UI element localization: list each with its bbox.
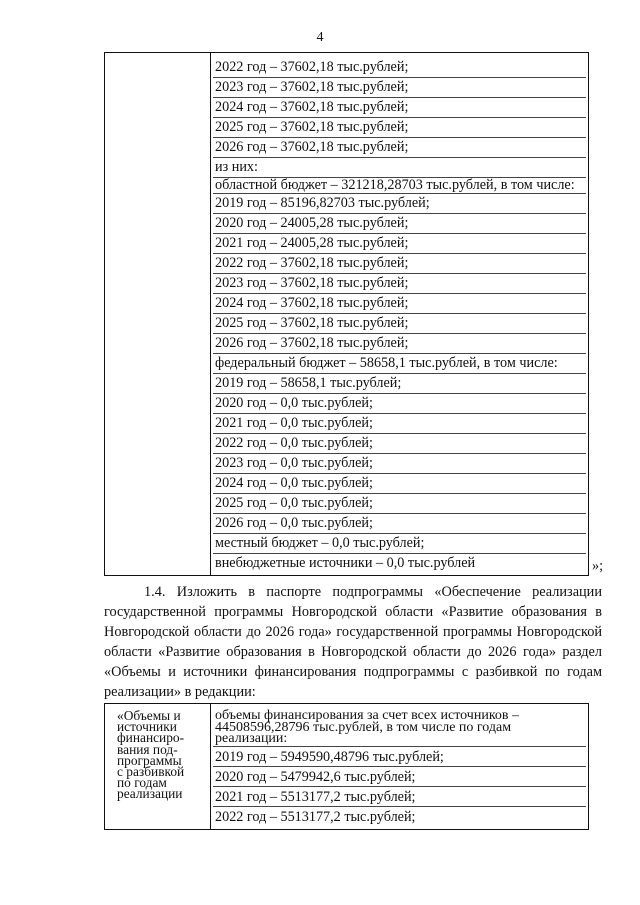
line-divider [213,746,586,747]
amendment-paragraph: 1.4. Изложить в паспорте подпрограммы «Обеспечение реализации государственной программы Новгородской области «Развитие образования в Новгородской области до 2026 года» государственной программы Новгородской области «Развитие образования в Новгородской области до 2026 года» раздел «Объемы и источники финансирования подпрограммы с разбивкой по годам реализации» в редакции: [104,584,602,700]
table-right-cell [211,704,589,830]
funding-line: внебюджетные источники – 0,0 тыс.рублей [215,555,476,571]
section-label-line: вания под- [117,741,178,757]
closing-quote: »; [592,558,604,574]
funding-line: 2023 год – 37602,18 тыс.рублей; [215,79,409,95]
funding-line: 2021 год – 5513177,2 тыс.рублей; [215,788,416,805]
funding-line: 2023 год – 37602,18 тыс.рублей; [215,275,409,291]
line-divider [213,117,586,118]
funding-line: 2022 год – 5513177,2 тыс.рублей; [215,808,416,825]
total-funding-text [215,710,584,745]
funding-line: 2024 год – 37602,18 тыс.рублей; [215,99,409,115]
funding-lines [211,704,588,829]
line-divider [213,273,586,274]
section-label-line: по годам [117,775,167,791]
line-divider [213,786,586,787]
section-label-line: источники [117,719,177,735]
line-divider [213,433,586,434]
funding-line: 2022 год – 37602,18 тыс.рублей; [215,59,409,75]
line-divider [213,77,586,78]
line-divider [213,513,586,514]
total-funding-line: объемы финансирования за счет всех источников – [215,708,520,723]
funding-table-continued [104,52,589,576]
funding-line: 2020 год – 0,0 тыс.рублей; [215,395,373,411]
total-funding-line: реализации: [215,731,288,746]
page-number: 4 [316,30,324,45]
funding-line: областной бюджет – 321218,28703 тыс.рублей, в том числе: [215,177,575,193]
section-label-line: финансиро- [117,730,185,746]
funding-line: 2020 год – 24005,28 тыс.рублей; [215,215,409,231]
section-label-line: «Объемы и [117,708,181,723]
line-divider [213,413,586,414]
funding-line: 2022 год – 37602,18 тыс.рублей; [215,255,409,271]
funding-line: 2022 год – 0,0 тыс.рублей; [215,435,373,451]
line-divider [213,806,586,807]
funding-line: 2021 год – 24005,28 тыс.рублей; [215,235,409,251]
total-funding-line: 44508596,28796 тыс.рублей, в том числе по годам [215,719,512,735]
funding-line: 2020 год – 5479942,6 тыс.рублей; [215,768,416,785]
funding-line: местный бюджет – 0,0 тыс.рублей; [215,535,425,551]
funding-line: 2024 год – 0,0 тыс.рублей; [215,475,373,491]
line-divider [213,766,586,767]
funding-line: 2019 год – 58658,1 тыс.рублей; [215,375,402,391]
line-divider [213,353,586,354]
funding-line: 2025 год – 37602,18 тыс.рублей; [215,119,409,135]
funding-line: 2021 год – 0,0 тыс.рублей; [215,415,373,431]
funding-line: 2019 год – 85196,82703 тыс.рублей; [215,195,430,211]
funding-line: из них: [215,159,258,175]
line-divider [213,313,586,314]
funding-line: 2019 год – 5949590,48796 тыс.рублей; [215,748,444,765]
funding-line: федеральный бюджет – 58658,1 тыс.рублей, в том числе: [215,355,558,371]
section-label-line: с разбивкой [117,764,185,780]
funding-line: 2025 год – 0,0 тыс.рублей; [215,495,373,511]
line-divider [213,253,586,254]
line-divider [213,553,586,554]
funding-lines [211,53,588,575]
table-left-cell-empty [105,53,211,576]
line-divider [213,233,586,234]
funding-line: 2023 год – 0,0 тыс.рублей; [215,455,373,471]
funding-table-new [104,703,589,830]
line-divider [213,137,586,138]
funding-line: 2024 год – 37602,18 тыс.рублей; [215,295,409,311]
line-divider [213,533,586,534]
section-label-line: программы [117,752,182,768]
line-divider [213,293,586,294]
line-divider [213,453,586,454]
section-label-line: реализации [117,786,183,802]
funding-line: 2026 год – 0,0 тыс.рублей; [215,515,373,531]
line-divider [213,97,586,98]
table-right-cell [211,53,589,576]
table-left-cell [105,704,211,830]
line-divider [213,333,586,334]
funding-line: 2025 год – 37602,18 тыс.рублей; [215,315,409,331]
line-divider [213,157,586,158]
funding-line: 2026 год – 37602,18 тыс.рублей; [215,139,409,155]
line-divider [213,473,586,474]
line-divider [213,493,586,494]
line-divider [213,213,586,214]
line-divider [213,373,586,374]
funding-line: 2026 год – 37602,18 тыс.рублей; [215,335,409,351]
line-divider [213,393,586,394]
section-label [105,704,210,804]
